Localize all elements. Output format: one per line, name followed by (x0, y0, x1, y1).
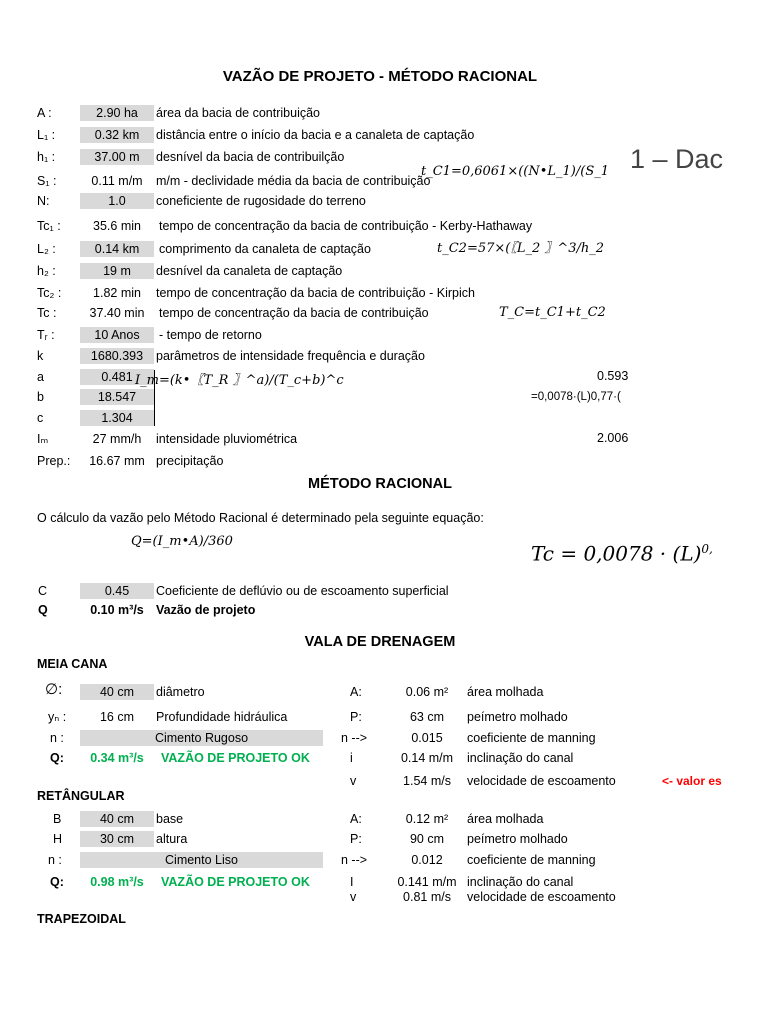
meia-cana-heading: MEIA CANA (37, 657, 108, 671)
result-symbol: v (350, 774, 357, 788)
param-value[interactable]: 0.32 km (80, 127, 154, 143)
param-value[interactable]: 18.547 (80, 389, 154, 405)
result-value: 0.14 m/m (400, 751, 454, 765)
param-symbol: L₂ : (37, 242, 56, 256)
param-symbol: Tᵣ : (37, 328, 55, 342)
param-value[interactable]: 1.304 (80, 410, 154, 426)
b-label: B (53, 812, 62, 826)
result-description: inclinação do canal (467, 751, 574, 765)
result-value: 0.06 m² (405, 685, 449, 699)
param-value: 27 mm/h (92, 432, 142, 446)
page-title: VAZÃO DE PROJETO - MÉTODO RACIONAL (222, 68, 538, 85)
param-description: área da bacia de contribuição (156, 106, 321, 120)
param-symbol: c (37, 411, 44, 425)
c-label: C (38, 584, 48, 598)
warning-text: <- valor es (662, 774, 722, 788)
param-symbol: A : (37, 106, 52, 120)
height-description: altura (156, 832, 188, 846)
result-description: peímetro molhado (467, 832, 568, 846)
param-value[interactable]: 10 Anos (80, 327, 154, 343)
tc-large-formula: $Tc = 0,0078 \cdot (L)^{0,}$ (531, 541, 713, 566)
param-value[interactable]: 1680.393 (80, 348, 154, 364)
param-description: comprimento da canaleta de captação (159, 242, 371, 256)
param-description: parâmetros de intensidade frequência e duração (156, 349, 425, 363)
param-description: tempo de concentração da bacia de contribuição - Kirpich (156, 286, 475, 300)
result-symbol: P: (350, 710, 362, 724)
result-description: velocidade de escoamento (467, 890, 616, 904)
param-symbol: Tc₂ : (37, 286, 62, 300)
diameter-symbol: ∅: (45, 681, 63, 698)
param-value: 0.11 m/m (91, 174, 143, 188)
result-value: 0.012 (411, 853, 443, 867)
param-value: 37.40 min (89, 306, 145, 320)
param-value[interactable]: 19 m (80, 263, 154, 279)
param-symbol: h₁ : (37, 150, 56, 164)
result-symbol: A: (350, 812, 362, 826)
param-value[interactable]: 2.90 ha (80, 105, 154, 121)
result-value: 0.141 m/m (397, 875, 457, 889)
param-description: intensidade pluviométrica (156, 432, 298, 446)
param-value: 16.67 mm (89, 454, 145, 468)
result-description: coeficiente de manning (467, 731, 596, 745)
param-symbol: Tc₁ : (37, 219, 61, 233)
base-description: base (156, 812, 184, 826)
section-title-racional: MÉTODO RACIONAL (308, 476, 452, 492)
yn-value: 16 cm (99, 710, 135, 724)
param-symbol: Prep.: (37, 454, 71, 468)
result-symbol: I (350, 875, 354, 889)
material-select[interactable]: Cimento Rugoso (80, 730, 323, 746)
param-value[interactable]: 37.00 m (80, 149, 154, 165)
q-label: Q: (50, 751, 64, 765)
result-value: 0.12 m² (405, 812, 449, 826)
result-symbol: P: (350, 832, 362, 846)
c-value[interactable]: 0.45 (80, 583, 154, 599)
param-symbol: h₂ : (37, 264, 56, 278)
param-value[interactable]: 0.481 (80, 369, 154, 385)
q-formula: Q=(I_m•A)/360 (131, 534, 233, 549)
section-title-vala: VALA DE DRENAGEM (304, 634, 456, 650)
trapezoidal-heading: TRAPEZOIDAL (37, 912, 126, 926)
param-description: distância entre o início da bacia e a canaleta de captação (156, 128, 475, 142)
q-description: Vazão de projeto (156, 603, 256, 617)
result-value: 1.54 m/s (403, 774, 451, 788)
param-description: tempo de concentração da bacia de contribuição - Kerby-Hathaway (159, 219, 533, 233)
intensity-formula: I_m=(k•〖T_R 〗^a)/(T_c+b)^c (135, 373, 344, 388)
param-description: coneficiente de rugosidade do terreno (156, 194, 366, 208)
result-value: 0.015 (411, 731, 443, 745)
h-label: H (53, 832, 63, 846)
result-symbol: A: (350, 685, 362, 699)
param-value: 35.6 min (93, 219, 141, 233)
param-symbol: b (37, 390, 44, 404)
param-value[interactable]: 1.0 (80, 193, 154, 209)
q-value: 0.98 m³/s (90, 875, 144, 889)
q-value: 0.10 m³/s (90, 603, 144, 617)
q-label: Q (38, 603, 48, 617)
n-label: n : (48, 853, 62, 867)
result-symbol: n --> (341, 853, 368, 867)
param-description: desnível da canaleta de captação (156, 264, 343, 278)
param-description: tempo de concentração da bacia de contribuição (159, 306, 429, 320)
result-description: inclinação do canal (467, 875, 574, 889)
result-description: área molhada (467, 685, 544, 699)
result-description: coeficiente de manning (467, 853, 596, 867)
result-description: peímetro molhado (467, 710, 568, 724)
result-value: 90 cm (409, 832, 445, 846)
tc-sum-formula: T_C=t_C1+t_C2 (499, 305, 606, 320)
diameter-value[interactable]: 40 cm (80, 684, 154, 700)
q-value: 0.34 m³/s (90, 751, 144, 765)
param-description: desnível da bacia de contribuilção (156, 150, 345, 164)
material-select[interactable]: Cimento Liso (80, 852, 323, 868)
base-value[interactable]: 40 cm (80, 811, 154, 827)
result-symbol: n --> (341, 731, 368, 745)
param-description: - tempo de retorno (159, 328, 262, 342)
status-ok-text: VAZÃO DE PROJETO OK (161, 751, 310, 765)
param-description: precipitação (156, 454, 224, 468)
param-value: 1.82 min (93, 286, 141, 300)
yn-label: yₙ : (48, 710, 67, 724)
yn-description: Profundidade hidráulica (156, 710, 288, 724)
side-value-2: 2.006 (597, 431, 629, 445)
result-symbol: i (350, 751, 353, 765)
status-ok-text: VAZÃO DE PROJETO OK (161, 875, 310, 889)
tc1-formula: t_C1=0,6061×((N•L_1)/(S_1 (421, 164, 610, 179)
param-symbol: k (37, 349, 44, 363)
n-label: n : (50, 731, 64, 745)
param-description: m/m - declividade média da bacia de contribuição (156, 174, 431, 188)
result-value: 63 cm (409, 710, 445, 724)
result-description: velocidade de escoamento (467, 774, 616, 788)
param-value[interactable]: 0.14 km (80, 241, 154, 257)
retangular-heading: RETÂNGULAR (37, 789, 125, 803)
height-value[interactable]: 30 cm (80, 831, 154, 847)
result-description: área molhada (467, 812, 544, 826)
param-symbol: a (37, 370, 44, 384)
param-symbol: N: (37, 194, 50, 208)
dac-heading-fragment: 1 – Dac (630, 144, 724, 174)
side-formula-text: =0,0078·(L)0,77·( (531, 391, 621, 403)
q-label: Q: (50, 875, 64, 889)
side-value-1: 0.593 (597, 369, 629, 383)
param-symbol: S₁ : (37, 174, 57, 188)
param-symbol: L₁ : (37, 128, 56, 142)
racional-intro-text: O cálculo da vazão pelo Método Racional é determinado pela seguinte equação: (37, 511, 484, 525)
param-symbol: Iₘ (37, 432, 49, 446)
param-symbol: Tc : (37, 306, 57, 320)
diameter-description: diâmetro (156, 685, 205, 699)
result-symbol: v (350, 890, 357, 904)
c-description: Coeficiente de deflúvio ou de escoamento superficial (156, 584, 449, 598)
tc2-formula: t_C2=57×(〖L_2 〗^3/h_2 (437, 241, 605, 256)
result-value: 0.81 m/s (403, 890, 451, 904)
